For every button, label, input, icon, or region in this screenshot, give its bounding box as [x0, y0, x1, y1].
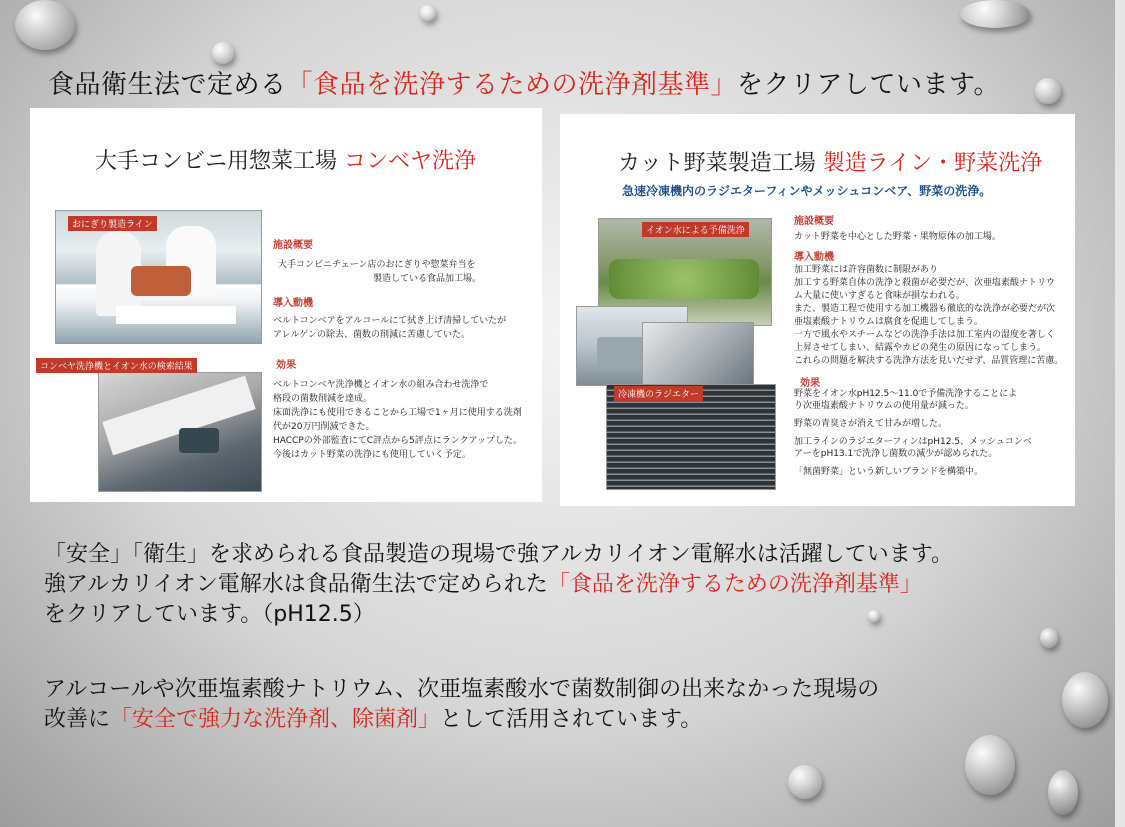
section-heading: 効果: [276, 360, 296, 371]
text-line: 上昇させてしまい、結露やカビの発生の原因になってしまう。: [794, 343, 1047, 353]
water-drop-decoration: [1062, 672, 1108, 728]
right-title-text: カット野菜製造工場: [618, 151, 816, 176]
text-line: 格段の菌数削減を達成。: [273, 394, 373, 404]
text-line: カット野菜を中心とした野菜・果物原体の加工場。: [794, 232, 1001, 242]
text-line: 床面洗浄にも使用できることから工場で1ヶ月に使用する洗剤: [273, 408, 522, 418]
text-line: 加工する野菜自体の洗浄と殺菌が必要だが、次亜塩素酸ナトリウ: [794, 278, 1056, 288]
title-prefix: 食品衛生法で定める: [48, 70, 287, 100]
photo-label: イオン水による予備洗浄: [642, 222, 749, 237]
page-title: [48, 64, 1000, 101]
text-line: 野菜の青臭さが消えて甘みが増した。: [794, 419, 948, 429]
body-text-span: として活用されています。: [440, 707, 703, 732]
water-drop-decoration: [420, 5, 436, 21]
water-drop-decoration: [965, 735, 1015, 795]
conveyor-wash-photo: [98, 372, 262, 492]
section-text: [273, 314, 506, 342]
text-line: 一方で風水やスチームなどの洗浄手法は加工室内の湿度を著しく: [794, 330, 1055, 340]
section-text: [278, 258, 481, 286]
section-heading: 効果: [800, 378, 820, 389]
section-heading: 施設概要: [273, 240, 313, 251]
photo-label: コンベヤ洗浄機とイオン水の検索結果: [36, 358, 197, 373]
text-line: 加工野菜には許容菌数に制限があり: [794, 265, 939, 275]
text-line: 「無菌野菜」という新しいブランドを構築中。: [794, 467, 984, 477]
text-line: ベルトコンベアをアルコールにて拭き上げ清掃していたが: [273, 316, 507, 326]
body-text-span: 改善に: [44, 707, 111, 732]
body-line: をクリアしています。（pH12.5）: [44, 602, 375, 627]
text-line: 代が20万円削減できた。: [273, 422, 375, 432]
text-line: ベルトコンベヤ洗浄機とイオン水の組み合わせ洗浄で: [273, 380, 489, 390]
body-line: [44, 570, 953, 600]
photo-label: おにぎり製造ライン: [68, 216, 157, 231]
text-line: アーをpH13.1で洗浄し菌数の減少が認められた。: [794, 449, 998, 459]
text-line: 加工ラインのラジエターフィンはpH12.5、メッシュコンベ: [794, 437, 1032, 447]
left-title-text: 大手コンビニ用惣菜工場: [95, 149, 338, 174]
photo-label: 冷凍機のラジエター: [614, 386, 703, 401]
text-line: り次亜塩素酸ナトリウムの使用量が減った。: [794, 401, 974, 411]
water-drop-decoration: [15, 0, 75, 50]
section-text: [273, 378, 522, 462]
text-line: 今後はカット野菜の洗浄にも使用していく予定。: [273, 450, 471, 460]
section-text: [794, 264, 1063, 368]
text-line: HACCPの外部監査にてC評点から5評点にランクアップした。: [273, 436, 522, 446]
text-line: これらの問題を解決する洗浄方法を見いだせず、品質管理に苦慮。: [794, 356, 1064, 366]
right-panel-title: [618, 146, 1042, 177]
section-heading: 導入動機: [273, 298, 313, 309]
text-line: ム大量に使いすぎると食味が損なわれる。: [794, 291, 966, 301]
text-line: 亜塩素酸ナトリウムは腐食を促進してしまう。: [794, 317, 983, 327]
text-line: アレルゲンの除去、菌数の削減に苦慮していた。: [273, 330, 471, 340]
section-heading: 施設概要: [794, 216, 834, 227]
edge-bar: [1115, 0, 1125, 827]
body-line: [44, 705, 879, 735]
section-text: [794, 388, 1032, 478]
section-text: [794, 230, 1001, 244]
left-panel-title: [95, 144, 476, 175]
water-drop-decoration: [788, 765, 822, 799]
left-case-panel: [30, 108, 542, 502]
body-line: アルコールや次亜塩素酸ナトリウム、次亜塩素酸水で菌数制御の出来なかった現場の: [44, 677, 880, 702]
water-drop-decoration: [1048, 770, 1078, 815]
body-highlight: 「安全で強力な洗浄剤、除菌剤」: [110, 707, 441, 732]
water-drop-decoration: [1035, 78, 1061, 104]
text-line: 野菜をイオン水pH12.5〜11.0で予備洗浄することによ: [794, 389, 1018, 399]
right-title-red: 製造ライン・野菜洗浄: [822, 151, 1043, 176]
section-heading: 導入動機: [794, 252, 834, 263]
title-suffix: をクリアしています。: [737, 70, 1000, 100]
water-drop-decoration: [1040, 628, 1058, 648]
right-case-panel: [560, 114, 1075, 506]
right-panel-subtitle: 急速冷凍機内のラジエターフィンやメッシュコンベア、野菜の洗浄。: [622, 184, 992, 198]
title-highlight: 「食品を洗浄するための洗浄剤基準」: [286, 70, 738, 100]
text-line: また、製造工程で使用する加工機器も徹底的な洗浄が必要だが次: [794, 304, 1056, 314]
water-drop-decoration: [960, 0, 1030, 28]
body-text-span: 強アルカリイオン電解水は食品衛生法で定められた: [44, 572, 548, 597]
body-line: 「安全」「衛生」を求められる食品製造の現場で強アルカリイオン電解水は活躍しています。: [44, 542, 954, 567]
water-drop-decoration: [212, 42, 234, 64]
body-paragraph-2: [44, 675, 879, 735]
body-highlight: 「食品を洗浄するための洗浄剤基準」: [547, 572, 922, 597]
machinery-photo: [642, 322, 754, 386]
body-paragraph-1: [44, 540, 953, 630]
text-line: 大手コンビニチェーン店のおにぎりや惣菜弁当を: [278, 260, 476, 270]
left-title-red: コンベヤ洗浄: [344, 149, 477, 174]
text-line: 製造している食品加工場。: [373, 274, 482, 284]
